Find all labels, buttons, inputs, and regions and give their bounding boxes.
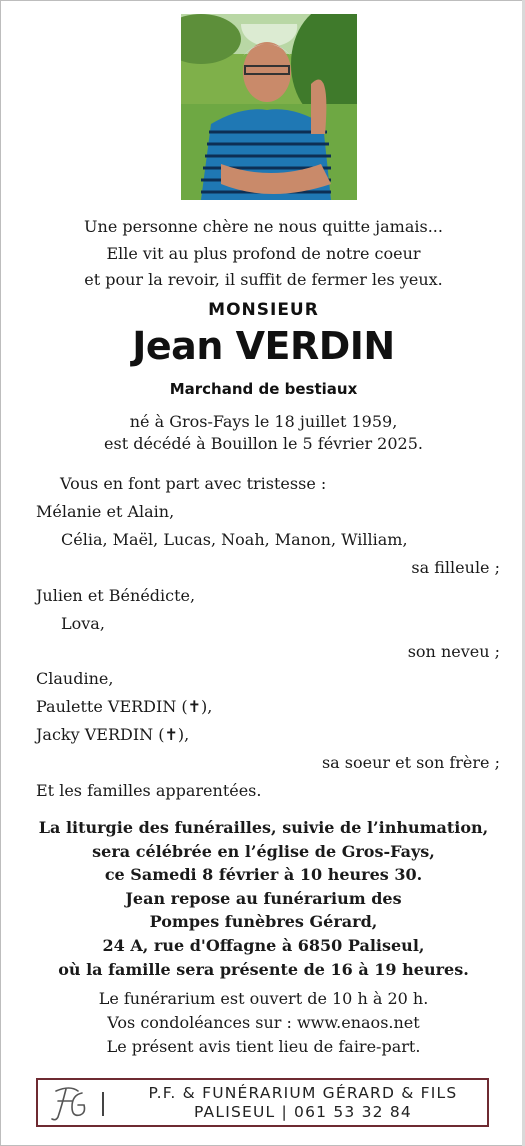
portrait-photo [181, 14, 357, 200]
funeral-home-banner [36, 1078, 489, 1127]
ceremony-line: 24 A, rue d'Offagne à 6850 Paliseul, [102, 935, 425, 955]
separator [102, 1092, 104, 1116]
ceremony-details [1, 816, 525, 981]
family-line: Célia, Maël, Lucas, Noah, Manon, William, [61, 530, 408, 549]
family-intro: Vous en font part avec tristesse : [60, 474, 327, 493]
poem-line: Elle vit au plus profond de notre coeur [106, 243, 421, 263]
family-line: Mélanie et Alain, [36, 502, 175, 521]
poem-line: Une personne chère ne nous quitte jamais... [84, 217, 443, 236]
ceremony-line: où la famille sera présente de 16 à 19 heures. [58, 959, 469, 979]
profession: Marchand de bestiaux [169, 380, 358, 398]
info-line: Le funérarium est ouvert de 10 h à 20 h. [98, 989, 429, 1008]
info-line: Vos condoléances sur : www.enaos.net [107, 1013, 420, 1032]
death-line: est décédé à Bouillon le 5 février 2025. [104, 434, 423, 453]
practical-info [1, 987, 525, 1059]
ceremony-line: sera célébrée en l’église de Gros-Fays, [92, 841, 435, 861]
monogram-logo [48, 1083, 92, 1123]
info-line: Le présent avis tient lieu de faire-part. [106, 1037, 421, 1056]
honorific: MONSIEUR [208, 300, 319, 320]
family-line: Paulette VERDIN (✝), [36, 697, 213, 716]
ceremony-line: Jean repose au funérarium des [125, 888, 402, 908]
birth-death-info [1, 411, 525, 455]
family-relation: sa filleule ; [411, 558, 500, 577]
deceased-name: Jean VERDIN [132, 324, 395, 368]
ceremony-line: Pompes funèbres Gérard, [149, 912, 378, 932]
family-line: Claudine, [36, 669, 114, 688]
family-relation: son neveu ; [407, 642, 500, 661]
family-line: Et les familles apparentées. [36, 781, 262, 800]
poem [1, 214, 525, 294]
birth-line: né à Gros-Fays le 18 juillet 1959, [129, 412, 398, 431]
poem-line: et pour la revoir, il suffit de fermer les yeux. [84, 270, 443, 289]
funeral-home-contact: PALISEUL | 061 53 32 84 [194, 1103, 412, 1121]
family-line: Jacky VERDIN (✝), [36, 725, 190, 744]
family-line: Julien et Bénédicte, [36, 586, 196, 605]
funeral-home-name: P.F. & FUNÉRARIUM GÉRARD & FILS [148, 1084, 458, 1102]
family-relation: sa soeur et son frère ; [321, 753, 500, 772]
family-line: Lova, [61, 614, 105, 633]
ceremony-line: La liturgie des funérailles, suivie de l’inhumation, [38, 818, 489, 837]
ceremony-line: ce Samedi 8 février à 10 heures 30. [104, 865, 423, 885]
